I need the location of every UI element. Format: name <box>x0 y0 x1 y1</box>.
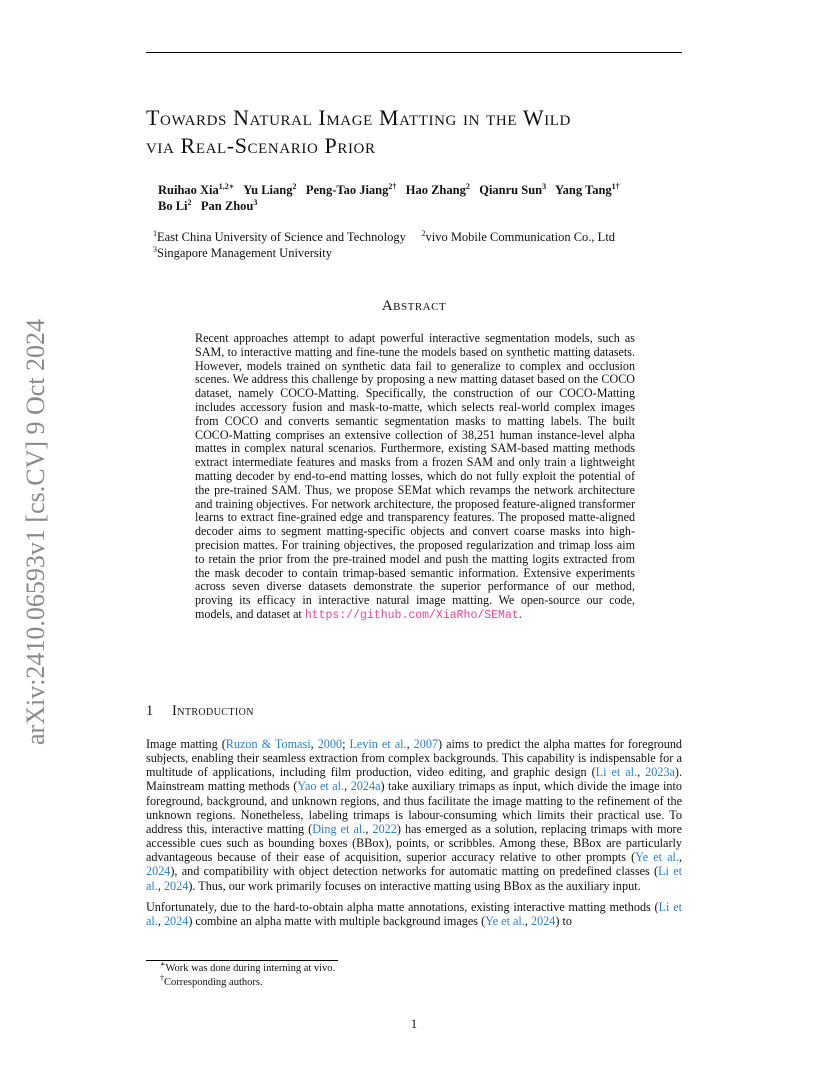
page-number: 1 <box>410 1017 418 1031</box>
author: Yang Tang <box>555 183 612 197</box>
author: Hao Zhang <box>405 183 466 197</box>
citation-link[interactable]: Li et al. <box>146 899 682 928</box>
footnotes <box>160 959 660 990</box>
header-rule <box>146 52 682 53</box>
paragraph-text: ), and compatibility with object detection networks for automatic matting on predefined classes ( <box>170 864 659 879</box>
section-number: 1 <box>146 703 154 719</box>
citation-link[interactable]: 2000 <box>317 737 343 751</box>
footnote-rule <box>146 960 338 961</box>
title-line-2: via Real-Scenario Prior <box>146 133 376 158</box>
affiliation: vivo Mobile Communication Co., Ltd <box>425 230 616 244</box>
affil-sup: 3 <box>153 244 157 254</box>
paragraph-text: Image matting ( <box>146 737 226 751</box>
intro-paragraph-1 <box>146 737 682 893</box>
paragraph-text: , <box>637 765 646 780</box>
citation-link[interactable]: 2007 <box>413 737 439 751</box>
citation-link[interactable]: Li et al. <box>146 864 682 893</box>
author-sup: 2† <box>388 181 397 191</box>
author: Pan Zhou <box>200 199 254 213</box>
paper-title <box>146 104 706 160</box>
section-heading <box>146 703 546 720</box>
paragraph-text: Unfortunately, due to the hard-to-obtain alpha matte annotations, existing interactive matting methods ( <box>146 899 659 914</box>
citation-link[interactable]: 2024 <box>163 913 189 928</box>
citation-link[interactable]: 2023a <box>645 765 675 780</box>
footnote <box>160 959 660 976</box>
abstract-end: . <box>518 606 522 621</box>
citation-link[interactable]: Yao et al. <box>297 779 345 794</box>
paragraph-text: ) has emerged as a solution, replacing trimaps with more accessible cues such as bounding boxes (BBox), points, or scribbles. Among these, BBox are particularly advantageous because of their ease of acquisition, superior accuracy relative to other prompts ( <box>146 821 683 865</box>
github-link[interactable]: https://github.com/XiaRho/SEMat <box>304 608 519 622</box>
paragraph-text: ) to <box>555 913 572 928</box>
author: Bo Li <box>158 199 188 213</box>
affil-sup: 1 <box>153 228 157 238</box>
citation-link[interactable]: 2024 <box>163 878 189 893</box>
paragraph-text: ; <box>342 737 350 751</box>
author: Peng-Tao Jiang <box>305 183 389 197</box>
footnote-symbol: ∗ <box>160 959 166 969</box>
title-line-1: Towards Natural Image Matting in the Wild <box>146 105 571 130</box>
footnote <box>160 973 660 990</box>
paragraph-text: ). Mainstream matting methods ( <box>146 765 683 794</box>
author-sup: 3 <box>542 181 547 191</box>
citation-link[interactable]: Levin et al. <box>349 737 407 751</box>
abstract-body <box>195 332 635 623</box>
paragraph-text: , <box>157 913 164 928</box>
affiliations <box>153 229 673 261</box>
footnote-symbol: † <box>160 973 164 983</box>
citation-link[interactable]: Ye et al. <box>485 913 525 928</box>
citation-link[interactable]: 2024a <box>350 779 381 794</box>
intro-paragraph-2 <box>146 900 682 928</box>
citation-link[interactable]: Ding et al. <box>312 821 366 836</box>
citation-link[interactable]: 2024 <box>530 913 556 928</box>
paragraph-text: , <box>678 850 682 865</box>
abstract-heading: Abstract <box>381 298 447 314</box>
author: Ruihao Xia <box>158 183 219 197</box>
citation-link[interactable]: Ye et al. <box>635 850 679 865</box>
author: Qianru Sun <box>479 183 543 197</box>
paragraph-text: , <box>406 737 414 751</box>
author-list <box>158 182 678 214</box>
paragraph-text: ) aims to predict the alpha mattes for foreground subjects, enabling their seamless extraction from complex backgrounds. This capability is indispensable for a multitude of applications, including film production, video editing, and graphic design ( <box>146 737 683 780</box>
author-sup: 2 <box>292 181 297 191</box>
paragraph-text: ) combine an alpha matte with multiple background images ( <box>188 913 486 928</box>
author-sup: 3 <box>253 197 258 207</box>
author-sup: 1† <box>611 181 620 191</box>
affiliation: Singapore Management University <box>157 246 332 260</box>
author: Yu Liang <box>243 183 293 197</box>
section-title: Introduction <box>172 703 254 719</box>
citation-link[interactable]: 2024 <box>146 864 171 879</box>
author-sup: 2 <box>465 181 470 191</box>
paragraph-text: , <box>310 737 318 751</box>
introduction-body <box>146 737 682 935</box>
paragraph-text: , <box>157 878 164 893</box>
author-sup: 2 <box>187 197 192 207</box>
footnote-text: Work was done during interning at vivo. <box>165 963 336 974</box>
citation-link[interactable]: Li et al. <box>595 765 638 780</box>
footnote-text: Corresponding authors. <box>164 977 263 988</box>
paragraph-text: ). Thus, our work primarily focuses on interactive matting using BBox as the auxiliary input. <box>188 878 641 893</box>
affil-sup: 2 <box>421 228 426 238</box>
arxiv-stamp: arXiv:2410.06593v1 [cs.CV] 9 Oct 2024 <box>21 318 50 745</box>
paragraph-text: , <box>524 913 531 928</box>
citation-link[interactable]: 2022 <box>372 821 397 836</box>
abstract-text: Recent approaches attempt to adapt powerful interactive segmentation models, such as SAM, to interactive matting and fine-tune the models based on synthetic matting datasets. However, models trained on synthetic data fail to generalize to complex and occlusion scenes. We address this challenge by proposing a new matting dataset based on the COCO dataset, namely COCO-Matting. Specifically, the construction of our COCO-Matting includes accessory fusion and mask-to-matte, which selects real-world complex images from COCO and converts semantic segmentation masks to matting labels. The built COCO-Matting comprises an extensive collection of 38,251 human instance-level alpha mattes in complex natural scenarios. Furthermore, existing SAM-based matting methods extract intermediate features and masks from a frozen SAM and only train a lightweight matting decoder by end-to-end matting losses, which do not fully exploit the potential of the pre-trained SAM. Thus, we propose SEMat which revamps the network architecture and training objectives. For network architecture, the proposed feature-aligned transformer learns to extract fine-grained edge and transparency features. The proposed matte-aligned decoder aims to segment matting-specific objects and convert coarse masks into high-precision mattes. For training objectives, the proposed regularization and trimap loss aim to retain the prior from the pre-trained model and push the matting logits extracted from the mask decoder to contain trimap-based semantic information. Extensive experiments across seven diverse datasets demonstrate the superior performance of our method, proving its efficacy in interactive natural image matting. We open-source our code, models, and dataset at <box>195 331 635 621</box>
author-sup: 1,2∗ <box>218 181 235 191</box>
affiliation: East China University of Science and Technology <box>157 230 406 244</box>
paragraph-text: , <box>344 779 351 794</box>
citation-link[interactable]: Ruzon & Tomasi <box>225 737 311 751</box>
paragraph-text: ) take auxiliary trimaps as input, which divide the image into foreground, background, and unknown regions, and thus facilitate the image matting to the refinement of the unknown regions. Nonetheless, labeling trimaps is labour-consuming which limits their practical use. To address this, interactive matting ( <box>146 779 682 836</box>
paragraph-text: , <box>365 821 373 836</box>
